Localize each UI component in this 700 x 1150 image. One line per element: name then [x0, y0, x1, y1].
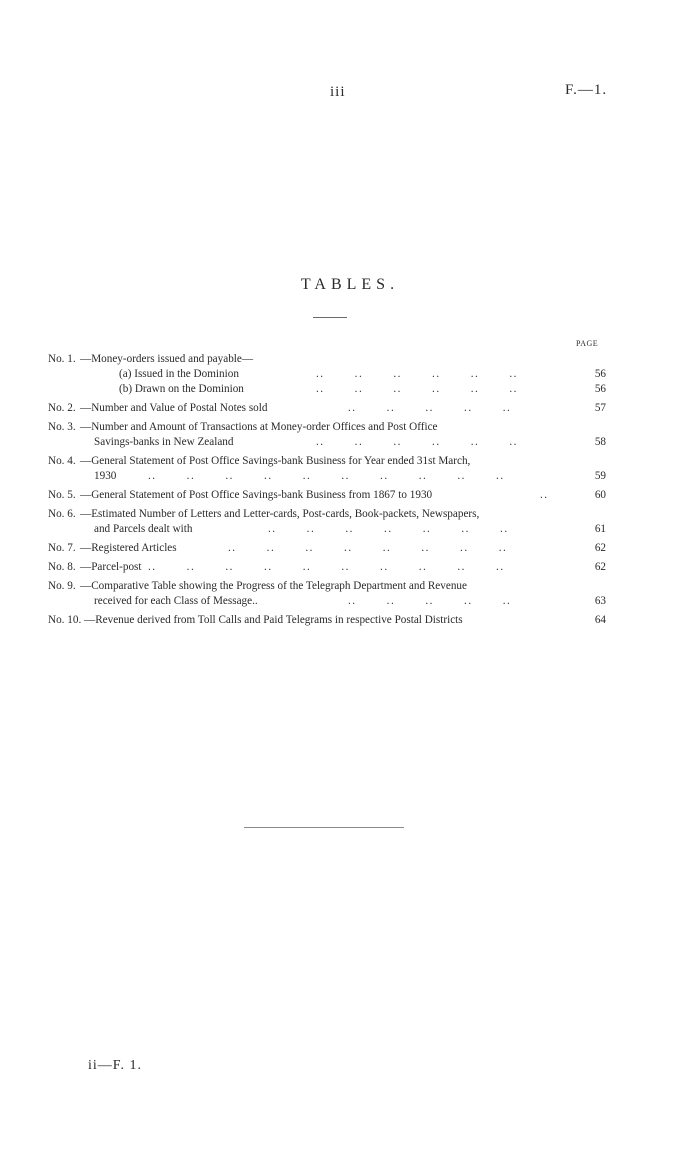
- table-of-contents: [0, 352, 700, 632]
- entry-title: —Estimated Number of Letters and Letter-cards, Post-cards, Book-packets, Newspapers,: [80, 508, 480, 520]
- entry-number: No. 9.: [48, 580, 76, 592]
- page-reference: 62: [594, 561, 606, 573]
- page-number: iii: [330, 84, 346, 100]
- toc-entry: [0, 560, 700, 575]
- page-reference: 56: [594, 383, 606, 395]
- entry-number: No. 4.: [48, 455, 76, 467]
- dot-leader: .. .. .. .. .. ..: [316, 383, 518, 395]
- toc-subitem: [0, 382, 700, 397]
- toc-entry: [0, 401, 700, 416]
- entry-title: —Number and Amount of Transactions at Money-order Offices and Post Office: [80, 421, 438, 433]
- dot-leader: .. .. .. .. ..: [348, 402, 512, 414]
- entry-title-continued: 1930: [94, 470, 117, 482]
- page-reference: 64: [594, 614, 606, 626]
- heading-rule: [313, 317, 347, 318]
- page-reference: 61: [594, 523, 606, 535]
- page-column-heading: PAGE: [576, 339, 599, 348]
- page-heading: TABLES.: [300, 276, 400, 293]
- entry-title: —Parcel-post: [80, 561, 142, 573]
- toc-entry: [0, 613, 700, 628]
- page-reference: 56: [594, 368, 606, 380]
- page-reference: 63: [594, 595, 606, 607]
- page-reference: 62: [594, 542, 606, 554]
- dot-leader: .. .. .. .. .. ..: [316, 368, 518, 380]
- dot-leader: .. .. .. .. .. .. .. ..: [228, 542, 508, 554]
- toc-entry: [0, 541, 700, 556]
- toc-entry: [0, 507, 700, 537]
- toc-entry: [0, 420, 700, 450]
- entry-title: —Registered Articles: [80, 542, 177, 554]
- page-reference: 59: [594, 470, 606, 482]
- toc-entry: [0, 352, 700, 397]
- document-reference: F.—1.: [565, 82, 608, 98]
- dot-leader: .. .. .. .. .. .. .. .. .. ..: [148, 470, 505, 482]
- entry-title-continued: received for each Class of Message..: [94, 595, 258, 607]
- entry-title: —Money-orders issued and payable—: [80, 353, 254, 365]
- section-rule: [244, 827, 404, 828]
- entry-number: No. 3.: [48, 421, 76, 433]
- toc-entry: [0, 579, 700, 609]
- entry-title-continued: and Parcels dealt with: [94, 523, 193, 535]
- dot-leader: ..: [540, 489, 549, 501]
- page-reference: 58: [594, 436, 606, 448]
- dot-leader: .. .. .. .. .. .. .. .. .. ..: [148, 561, 505, 573]
- dot-leader: .. .. .. .. .. ..: [316, 436, 518, 448]
- toc-subitem: [0, 367, 700, 382]
- entry-number: No. 1.: [48, 353, 76, 365]
- entry-title: —Revenue derived from Toll Calls and Paid Telegrams in respective Postal Districts: [84, 614, 463, 626]
- toc-entry: [0, 488, 700, 503]
- entry-title-continued: Savings-banks in New Zealand: [94, 436, 234, 448]
- entry-number: No. 5.: [48, 489, 76, 501]
- page-reference: 60: [594, 489, 606, 501]
- subitem-label: (b) Drawn on the Dominion: [119, 383, 244, 395]
- entry-title: —Comparative Table showing the Progress of the Telegraph Department and Revenue: [80, 580, 467, 592]
- entry-number: No. 7.: [48, 542, 76, 554]
- entry-title: —General Statement of Post Office Savings-bank Business for Year ended 31st March,: [80, 455, 471, 467]
- dot-leader: .. .. .. .. .. .. ..: [268, 523, 509, 535]
- entry-number: No. 2.: [48, 402, 76, 414]
- entry-number: No. 10.: [48, 614, 82, 626]
- page-reference: 57: [594, 402, 606, 414]
- toc-entry: [0, 454, 700, 484]
- entry-title: —Number and Value of Postal Notes sold: [80, 402, 268, 414]
- footer-signature: ii—F. 1.: [88, 1058, 142, 1073]
- entry-title: —General Statement of Post Office Savings-bank Business from 1867 to 1930: [80, 489, 433, 501]
- entry-number: No. 8.: [48, 561, 76, 573]
- entry-number: No. 6.: [48, 508, 76, 520]
- subitem-label: (a) Issued in the Dominion: [119, 368, 239, 380]
- dot-leader: .. .. .. .. ..: [348, 595, 512, 607]
